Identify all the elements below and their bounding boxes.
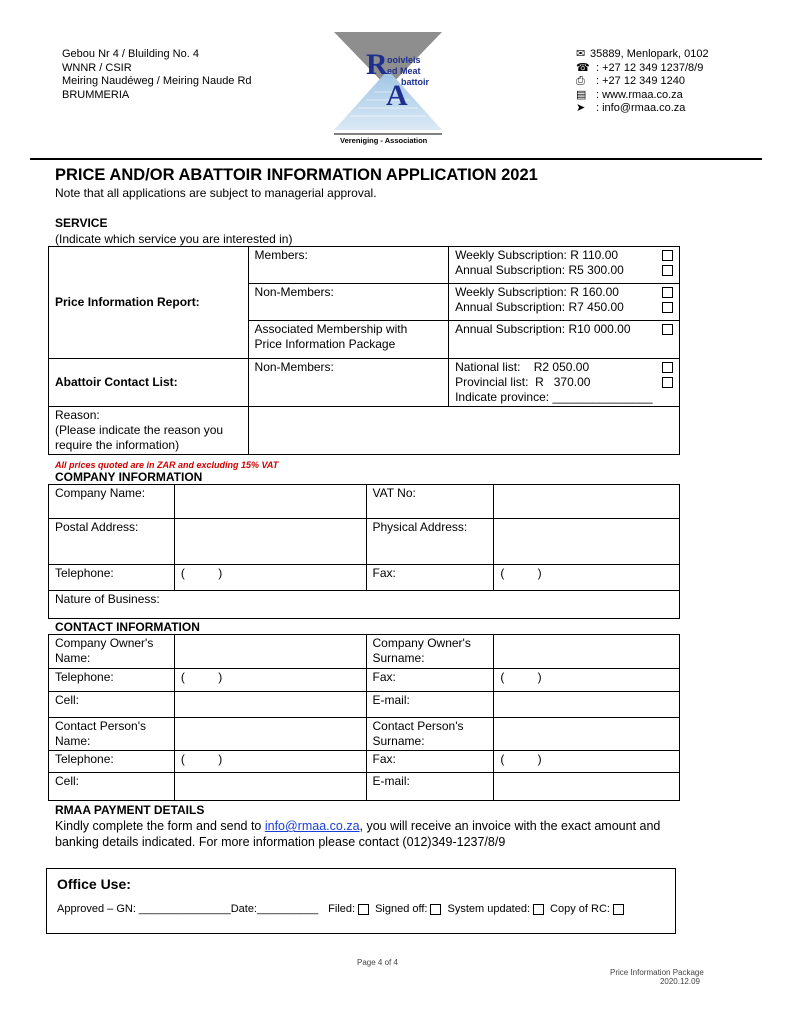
price-report-label: Price Information Report:	[49, 247, 249, 359]
fax-icon: ⎙	[576, 75, 585, 87]
email-link[interactable]: info@rmaa.co.za	[264, 819, 360, 833]
owner-fax-label: Fax:	[366, 669, 494, 692]
provincial-list-checkbox[interactable]	[662, 377, 673, 388]
non-members-label: Non-Members:	[248, 284, 449, 321]
company-fax-field[interactable]: ( )	[494, 565, 680, 591]
contact-block	[576, 48, 709, 116]
associated-annual-checkbox[interactable]	[662, 324, 673, 335]
office-use-fields: Approved – GN: _______________Date:__________ Filed: Signed off: System updated: Copy of RC:	[57, 903, 624, 915]
contact-line: ▤ : www.rmaa.co.za	[576, 88, 683, 101]
signed-off-checkbox[interactable]	[430, 904, 441, 915]
approved-field[interactable]: Approved – GN: _______________Date:__________	[57, 903, 319, 915]
office-use-box	[46, 868, 676, 934]
postal-address-field[interactable]	[174, 519, 366, 565]
owner-fax-field[interactable]: ( )	[494, 669, 680, 692]
page-number: Page 4 of 4	[357, 958, 398, 967]
contact-table	[48, 634, 680, 801]
company-name-label: Company Name:	[49, 485, 175, 519]
office-use-heading: Office Use:	[57, 876, 131, 892]
physical-address-label: Physical Address:	[366, 519, 494, 565]
members-label: Members:	[248, 247, 449, 284]
payment-text: Kindly complete the form and send to info@rmaa.co.za, you will receive an invoice with the exact amount and banking details indicated. For more information please contact (012)349-1237/8/9	[55, 819, 661, 849]
copy-of-rc-checkbox[interactable]	[613, 904, 624, 915]
contact-line: ⎙ : +27 12 349 1240	[576, 75, 685, 87]
person-fax-field[interactable]: ( )	[494, 751, 680, 773]
owner-cell-label: Cell:	[49, 692, 175, 718]
owner-telephone-label: Telephone:	[49, 669, 175, 692]
owner-cell-field[interactable]	[174, 692, 366, 718]
company-telephone-label: Telephone:	[49, 565, 175, 591]
vat-field[interactable]	[494, 485, 680, 519]
envelope-icon: ✉	[576, 48, 586, 60]
company-name-field[interactable]	[174, 485, 366, 519]
owner-name-field[interactable]	[174, 635, 366, 669]
members-weekly-checkbox[interactable]	[662, 250, 673, 261]
national-list-checkbox[interactable]	[662, 362, 673, 373]
person-surname-field[interactable]	[494, 718, 680, 751]
email-icon: ➤	[576, 102, 586, 114]
members-annual-checkbox[interactable]	[662, 265, 673, 276]
associated-options: Annual Subscription: R10 000.00	[449, 321, 680, 359]
logo-letter-a: A	[386, 79, 408, 112]
footer-doc: Price Information Package 2020.12.09	[610, 968, 704, 986]
company-heading: COMPANY INFORMATION	[55, 470, 203, 484]
phone-icon: ☎	[576, 61, 590, 74]
province-field[interactable]: Indicate province: _______________	[455, 390, 653, 404]
reason-field[interactable]	[248, 407, 679, 455]
non-members-options: Weekly Subscription: R 160.00 Annual Subscription: R7 450.00	[449, 284, 680, 321]
vat-note: All prices quoted are in ZAR and excluding 15% VAT	[55, 460, 279, 470]
person-cell-label: Cell:	[49, 773, 175, 801]
logo-letter-r: R	[366, 48, 388, 81]
address-line: Gebou Nr 4 / Bluilding No. 4	[62, 48, 199, 60]
address-block	[62, 48, 252, 102]
logo-text: ooivleis ed Meat battoir	[387, 55, 429, 87]
person-fax-label: Fax:	[366, 751, 494, 773]
members-options: Weekly Subscription: R 110.00 Annual Subscription: R5 300.00	[449, 247, 680, 284]
person-name-label: Contact Person's Name:	[49, 718, 175, 751]
vat-label: VAT No:	[366, 485, 494, 519]
logo-subtitle: Vereniging - Association	[340, 136, 428, 145]
service-table	[48, 246, 680, 455]
contact-list-label: Abattoir Contact List:	[49, 359, 249, 407]
approval-note: Note that all applications are subject to managerial approval.	[55, 186, 377, 200]
contact-heading: CONTACT INFORMATION	[55, 620, 200, 634]
person-telephone-field[interactable]: ( )	[174, 751, 366, 773]
owner-email-label: E-mail:	[366, 692, 494, 718]
person-email-label: E-mail:	[366, 773, 494, 801]
nature-of-business-field[interactable]: Nature of Business:	[49, 591, 680, 619]
service-heading: SERVICE	[55, 216, 108, 230]
person-name-field[interactable]	[174, 718, 366, 751]
company-telephone-field[interactable]: ( )	[174, 565, 366, 591]
owner-surname-label: Company Owner's Surname:	[366, 635, 494, 669]
filed-checkbox[interactable]	[358, 904, 369, 915]
contact-line: ➤ : info@rmaa.co.za	[576, 102, 686, 114]
postal-address-label: Postal Address:	[49, 519, 175, 565]
contact-list-options: National list: R2 050.00 Provincial list: R 370.00 Indicate province: _______________	[449, 359, 680, 407]
physical-address-field[interactable]	[494, 519, 680, 565]
payment-heading: RMAA PAYMENT DETAILS	[55, 803, 205, 817]
owner-name-label: Company Owner's Name:	[49, 635, 175, 669]
web-icon: ▤	[576, 88, 587, 101]
service-subheading: (Indicate which service you are interested in)	[55, 232, 293, 246]
page-title: PRICE AND/OR ABATTOIR INFORMATION APPLICATION 2021	[55, 166, 538, 184]
person-cell-field[interactable]	[174, 773, 366, 801]
owner-telephone-field[interactable]: ( )	[174, 669, 366, 692]
reason-label: Reason: (Please indicate the reason you require the information)	[49, 407, 249, 455]
person-telephone-label: Telephone:	[49, 751, 175, 773]
address-line: BRUMMERIA	[62, 88, 130, 101]
owner-surname-field[interactable]	[494, 635, 680, 669]
non-members-annual-checkbox[interactable]	[662, 302, 673, 313]
contact-list-non-members: Non-Members:	[248, 359, 449, 407]
header-divider	[30, 158, 762, 160]
address-line: Meiring Naudéweg / Meiring Naude Rd	[62, 75, 252, 87]
rmaa-logo	[330, 30, 446, 148]
system-updated-checkbox[interactable]	[533, 904, 544, 915]
associated-label: Associated Membership with Price Information Package	[248, 321, 449, 359]
person-email-field[interactable]	[494, 773, 680, 801]
company-fax-label: Fax:	[366, 565, 494, 591]
company-table	[48, 484, 680, 619]
person-surname-label: Contact Person's Surname:	[366, 718, 494, 751]
contact-line: ☎ : +27 12 349 1237/8/9	[576, 61, 704, 74]
owner-email-field[interactable]	[494, 692, 680, 718]
address-line: WNNR / CSIR	[62, 61, 132, 74]
contact-line: ✉ 35889, Menlopark, 0102	[576, 48, 709, 60]
non-members-weekly-checkbox[interactable]	[662, 287, 673, 298]
